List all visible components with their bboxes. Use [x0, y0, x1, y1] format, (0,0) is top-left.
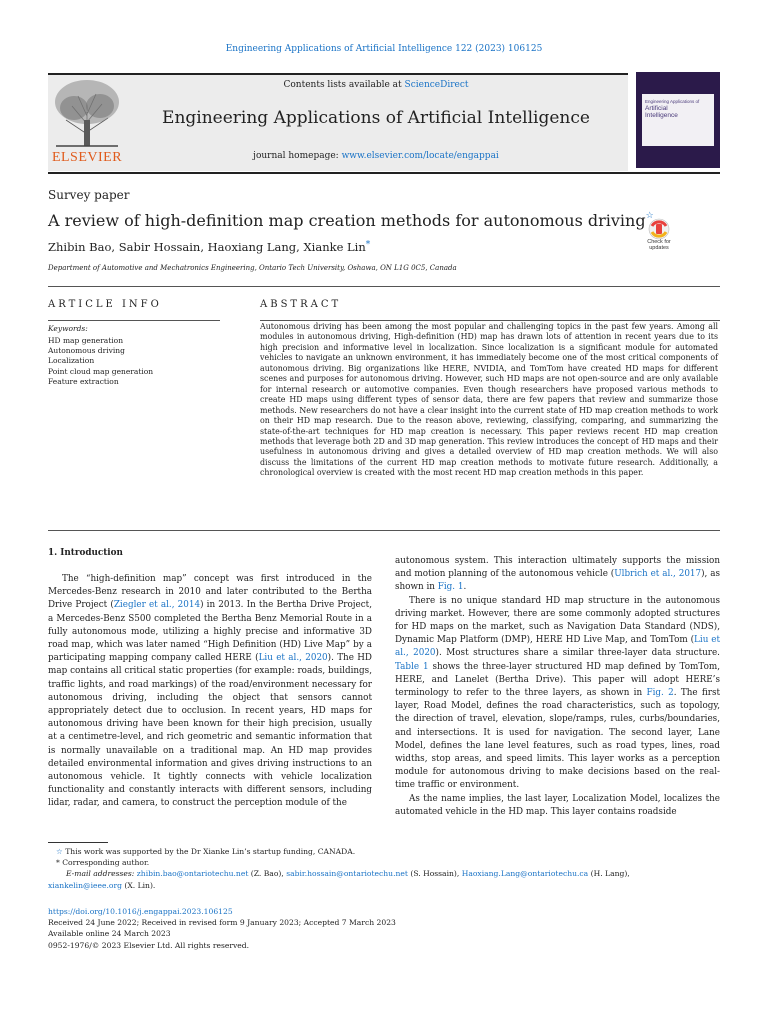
footnote-emails [48, 868, 720, 879]
email-owner: (H. Lang), [588, 869, 630, 879]
paper-type: Survey paper [48, 188, 130, 202]
citation-link[interactable]: Ziegler et al., 2014 [113, 600, 201, 611]
title-footnote-mark[interactable]: ☆ [645, 211, 654, 221]
paper-title [48, 211, 654, 230]
footnote-mark: ☆ [56, 847, 63, 856]
text-run: ). Most structures share a similar three-layer data structure. [435, 648, 720, 659]
article-info-heading: ARTICLE INFO [48, 299, 162, 310]
author-list [48, 240, 370, 254]
table-link[interactable]: Table 1 [395, 661, 429, 672]
text-run: autonomous system. This interaction ultimately supports the mission and motion planning of the autonomous vehicle ( [395, 556, 720, 580]
abstract-text: Autonomous driving has been among the most popular and challenging topics in the past few years. Among all modules in autonomous driving, High-definition (HD) map has drawn lots of attention in recent years due to its high precision and informative level in localization. Since localization is a significant module for automated vehicles to navigate an unknown environment, it has immediately become one of the most critical components of autonomous driving. Big organizations like HERE, NVIDIA, and TomTom have created HD maps for different scenes and purposes for autonomous driving. However, such HD maps are not open-source and are only available for internal research or automotive companies. Even though researchers have proposed various methods to create HD maps using different types of sensor data, there are few papers that review and summarize those methods. New researchers do not have a clear insight into the current state of HD map creation methods to work on their HD map research. Due to the reason above, reviewing, classifying, comparing, and summarizing the state-of-the-art techniques for HD map creation is necessary. This paper reviews recent HD map creation methods that leverage both 2D and 3D map generation. This review introduces the concept of HD maps and their usefulness in autonomous driving and gives a detailed overview of HD map creation methods. We will also discuss the limitations of the current HD map creation methods to motivate future research. Additionally, a chronological overview is created with the most recent HD map creation methods in this paper. [260, 322, 718, 478]
article-metadata [48, 906, 396, 951]
online-date: Available online 24 March 2023 [48, 929, 171, 939]
email-owner: (X. Lin). [121, 880, 156, 890]
journal-reference-link[interactable]: Engineering Applications of Artificial Intelligence 122 (2023) 106125 [225, 44, 543, 54]
publisher-name: ELSEVIER [51, 150, 123, 165]
contents-prefix: Contents lists available at [283, 80, 405, 90]
email-link[interactable]: sabir.hossain@ontariotechu.net [286, 869, 408, 879]
cover-panel [642, 94, 714, 146]
keywords-label: Keywords: [48, 324, 88, 333]
email-link[interactable]: Haoxiang.Lang@ontariotechu.ca [461, 869, 589, 879]
paper-title-text: A review of high-definition map creation methods for autonomous driving [48, 211, 646, 230]
keywords-list [48, 336, 153, 387]
footnote-mark: * [56, 858, 60, 868]
body-column-left [48, 573, 372, 811]
keyword-item: Localization [48, 356, 95, 366]
email-owner: (S. Hossain), [407, 869, 462, 879]
copyright: 0952-1976/© 2023 Elsevier Ltd. All rights reserved. [48, 940, 250, 950]
citation-link[interactable]: Liu et al., 2020 [395, 635, 720, 659]
text-run: ), as shown in [395, 569, 720, 593]
text-run: ). The HD map contains all critical static properties (for example: roads, buildings, traffic lights, and road markings) of the road/environment necessary for autonomous driving, including the object that sensors cannot appropriately detect due to occlusion. In recent years, HD maps for autonomous driving have been known for their high precision, usually at a centimetre-level, and rich geometric and semantic information that is normally unavailable on a traditional map. An HD map provides detailed environmental information and gives driving instructions to an autonomous vehicle. It tightly connects with vehicle localization functionality and constantly interacts with different sensors, including lidar, radar, and camera, to construct the perception module of the [48, 653, 372, 809]
keyword-item: Feature extraction [48, 376, 119, 386]
abstract-heading: ABSTRACT [260, 299, 342, 310]
text-run: . The first layer, Road Model, defines the road characteristics, such as topology, the direction of travel, elevation, slope/ramps, rules, curbs/boundaries, and intersections. It is used for navigation. The second layer, Lane Model, defines the lane level features, such as road types, lines, road widths, stop areas, and speed limits. This layer works as a perception module for autonomous driving to make decisions based on the real-time traffic or environment. [395, 688, 720, 791]
footnote-corresponding [48, 857, 720, 868]
contents-available [126, 80, 626, 90]
elsevier-logo[interactable] [48, 76, 126, 166]
journal-title: Engineering Applications of Artificial Intelligence [162, 108, 590, 128]
sciencedirect-link[interactable]: ScienceDirect [404, 80, 469, 90]
abstract-rule [260, 320, 720, 321]
email-owner: (Z. Bao), [248, 869, 287, 879]
figure-link[interactable]: Fig. 1 [437, 582, 464, 593]
email-link[interactable]: zhibin.bao@ontariotechu.net [136, 869, 249, 879]
footnote-funding [48, 846, 720, 857]
email-link[interactable]: xiankelin@ieee.org [48, 880, 122, 890]
journal-homepage [126, 151, 626, 161]
doi-link[interactable]: https://doi.org/10.1016/j.engappai.2023.106125 [48, 907, 233, 916]
footnotes [48, 846, 720, 891]
citation-link[interactable]: Ulbrich et al., 2017 [614, 569, 702, 580]
received-dates: Received 24 June 2022; Received in revised form 9 January 2023; Accepted 7 March 2023 [48, 918, 396, 928]
abstract-rule-bottom [48, 530, 720, 531]
homepage-prefix: journal homepage: [253, 151, 342, 161]
footnote-emails-cont [48, 880, 720, 891]
info-rule-top [48, 286, 720, 287]
check-updates-icon [639, 218, 679, 240]
footnote-text: Corresponding author. [62, 858, 150, 868]
cover-text-line-2: Artificial [645, 105, 668, 112]
journal-cover-image[interactable] [636, 72, 720, 168]
elsevier-tree-icon [48, 76, 126, 148]
keyword-item: HD map generation [48, 336, 124, 345]
check-for-updates-button[interactable] [639, 218, 679, 258]
check-updates-label: Check for updates [647, 239, 671, 251]
footnote-text: This work was supported by the Dr Xianke Lin’s startup funding, CANADA. [65, 847, 356, 856]
keyword-item: Autonomous driving [48, 346, 125, 356]
keyword-item: Point cloud map generation [48, 366, 154, 376]
cover-text [645, 98, 699, 119]
figure-link[interactable]: Fig. 2 [646, 688, 674, 699]
corresponding-author-mark[interactable]: * [365, 240, 371, 250]
text-run: ) in 2013. In the Bertha Drive Project, a Mercedes-Benz S500 completed the Bertha Benz Memorial Route in a fully autonomous mode, utilizing a highly precise and informative 3D road map, which was later named “High Definition (HD) Live Map” by a participating mapping company called HERE ( [48, 600, 372, 664]
homepage-link[interactable]: www.elsevier.com/locate/engappai [341, 151, 499, 161]
paragraph: As the name implies, the last layer, Localization Model, localizes the automated vehicle in the HD map. This layer contains roadside [395, 793, 720, 817]
paragraph [395, 595, 720, 793]
affiliation: Department of Automotive and Mechatronics Engineering, Ontario Tech University, Oshawa, ON L1G 0C5, Canada [48, 264, 457, 272]
citation-link[interactable]: Liu et al., 2020 [258, 653, 328, 664]
email-label: E-mail addresses: [66, 869, 135, 879]
text-run: The “high-definition map” concept was first introduced in the Mercedes-Benz research in 2010 and later contributed to the Bertha Drive Project ( [48, 574, 372, 611]
section-heading-introduction: 1. Introduction [48, 548, 123, 558]
cover-text-line-1: Engineering Applications of [645, 99, 700, 104]
footnote-rule [48, 842, 108, 843]
text-run: There is no unique standard HD map structure in the autonomous driving market. However, there are some commonly adopted structures for HD maps on the market, such as Navigation Data Standard (NDS), Dynamic Map Platform (DMP), HERE HD Live Map, and TomTom ( [395, 595, 720, 646]
body-column-right [395, 555, 720, 819]
paragraph [48, 573, 372, 811]
cover-text-line-3: Intelligence [645, 112, 678, 119]
authors-text: Zhibin Bao, Sabir Hossain, Haoxiang Lang, Xianke Lin [48, 240, 366, 254]
article-info-rule [48, 320, 220, 321]
text-run: shows the three-layer structured HD map defined by TomTom, HERE, and Lanelet (Bertha Drive). This paper will adopt HERE’s terminology to refer to the three layers, as shown in [395, 661, 720, 699]
header-rule [48, 172, 720, 174]
text-run: . [463, 582, 467, 593]
paragraph [395, 555, 720, 595]
